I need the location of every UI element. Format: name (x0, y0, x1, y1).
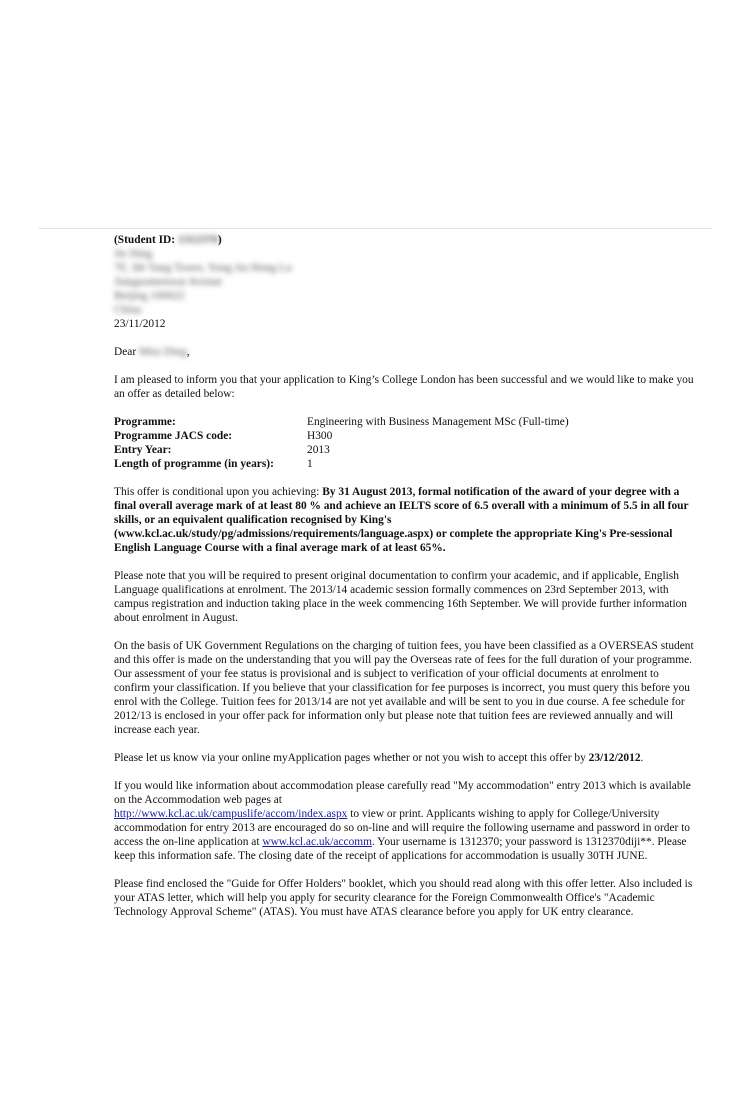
accept-paragraph (114, 751, 696, 765)
programme-details (114, 415, 569, 471)
accept-deadline: 23/12/2012 (588, 752, 641, 764)
enclosed-paragraph: Please find enclosed the "Guide for Offer Holders" booklet, which you should read along with this offer letter. Also included is your ATAS letter, which will help you apply for security clearance for the Foreign Commonwealth Office's "Academic Technology Approval Scheme" (ATAS). You must have ATAS clearance before you apply for UK entry clearance. (114, 878, 693, 918)
detail-label: Programme JACS code: (114, 430, 233, 442)
salutation-prefix: Dear (114, 346, 139, 358)
detail-row (114, 415, 569, 429)
detail-value: 1 (307, 458, 313, 470)
student-id-label: (Student ID: (114, 234, 178, 246)
accommodation-text: If you would like information about accommodation please carefully read "My accommodation" entry 2013 which is available on the Accommodation web pages at (114, 780, 691, 806)
detail-label: Programme: (114, 416, 176, 428)
address-line: Jianguomenwai Avenue (114, 276, 223, 288)
salutation-name: Miss Ding (138, 346, 187, 358)
student-id-value: 1312370 (177, 234, 218, 246)
address-line: Beijing 100022 (114, 290, 185, 302)
accommodation-info-link[interactable]: http://www.kcl.ac.uk/campuslife/accom/index.aspx (114, 808, 348, 820)
conditions-paragraph (114, 485, 696, 555)
detail-value: 2013 (307, 444, 330, 456)
offer-letter (114, 233, 696, 918)
detail-row (114, 429, 569, 443)
documentation-paragraph: Please note that you will be required to present original documentation to confirm your academic, and if applicable, English Language qualifications at enrolment. The 2013/14 academic session formally commences on 23rd September 2013, with campus registration and induction taking place in the week commencing 16th September. We will provide further information about enrolment in August. (114, 570, 687, 624)
conditions-lead: This offer is conditional upon you achieving: (114, 486, 323, 498)
accommodation-paragraph (114, 779, 696, 863)
accept-end: . (640, 752, 644, 764)
letter-date: 23/11/2012 (114, 318, 166, 330)
intro-paragraph: I am pleased to inform you that your application to King’s College London has been successful and we would like to make you an offer as detailed below: (114, 374, 694, 400)
detail-label: Entry Year: (114, 444, 172, 456)
accommodation-text: to view or print. Applicants wishing to apply for College/University accommodation for entry 2013 are encouraged do so on-line and will require the following username and password in order to access the on-line application at (114, 808, 690, 848)
accommodation-apply-link[interactable]: www.kcl.ac.uk/accomm (262, 836, 372, 848)
detail-value: H300 (307, 430, 333, 442)
detail-label: Length of programme (in years): (114, 458, 274, 470)
address-line: Jie Ding (114, 248, 153, 260)
page-separator (38, 228, 712, 229)
accept-text: Please let us know via your online myApplication pages whether or not you wish to accept this offer by (114, 752, 589, 764)
detail-value: Engineering with Business Management MSc (Full-time) (307, 416, 569, 428)
address-line: 7F, 3th Yang Tower, Yong An Hong Lu (114, 262, 292, 274)
detail-row (114, 457, 569, 471)
address-line: China (114, 304, 142, 316)
recipient-address (114, 247, 696, 317)
fees-paragraph: On the basis of UK Government Regulations on the charging of tuition fees, you have been classified as a OVERSEAS student and this offer is made on the understanding that you will pay the Overseas rate of fees for the full duration of your programme. Our assessment of your fee status is provisional and is subject to verification of your official documents at enrolment to confirm your classification. If you believe that your classification for fee purposes is incorrect, you must query this before you enrol with the College. Tuition fees for 2013/14 are not yet available and will be sent to you in due course. A fee schedule for 2012/13 is enclosed in your offer pack for information only but please note that tuition fees are reviewed annually and will increase each year. (114, 640, 694, 736)
detail-row (114, 443, 569, 457)
student-id-line (114, 233, 696, 247)
conditions-text: By 31 August 2013, formal notification of the award of your degree with a final overall average mark of at least 80 % and achieve an IELTS score of 6.5 overall with a minimum of 5.5 in all four skills, or an equivalent qualification recognised by King's (www.kcl.ac.uk/study/pg/admissions/requirements/language.aspx) or complete the appropriate King's Pre-sessional English Language Course with a final average mark of at least 65%. (114, 486, 689, 554)
student-id-close: ) (217, 234, 222, 246)
accommodation-text: . Your username is 1312370; your password is 1312370diji**. Please keep this information safe. The closing date of the receipt of applications for accommodation is usually 30TH JUNE. (114, 836, 687, 862)
salutation (114, 345, 696, 359)
salutation-suffix: , (186, 346, 190, 358)
